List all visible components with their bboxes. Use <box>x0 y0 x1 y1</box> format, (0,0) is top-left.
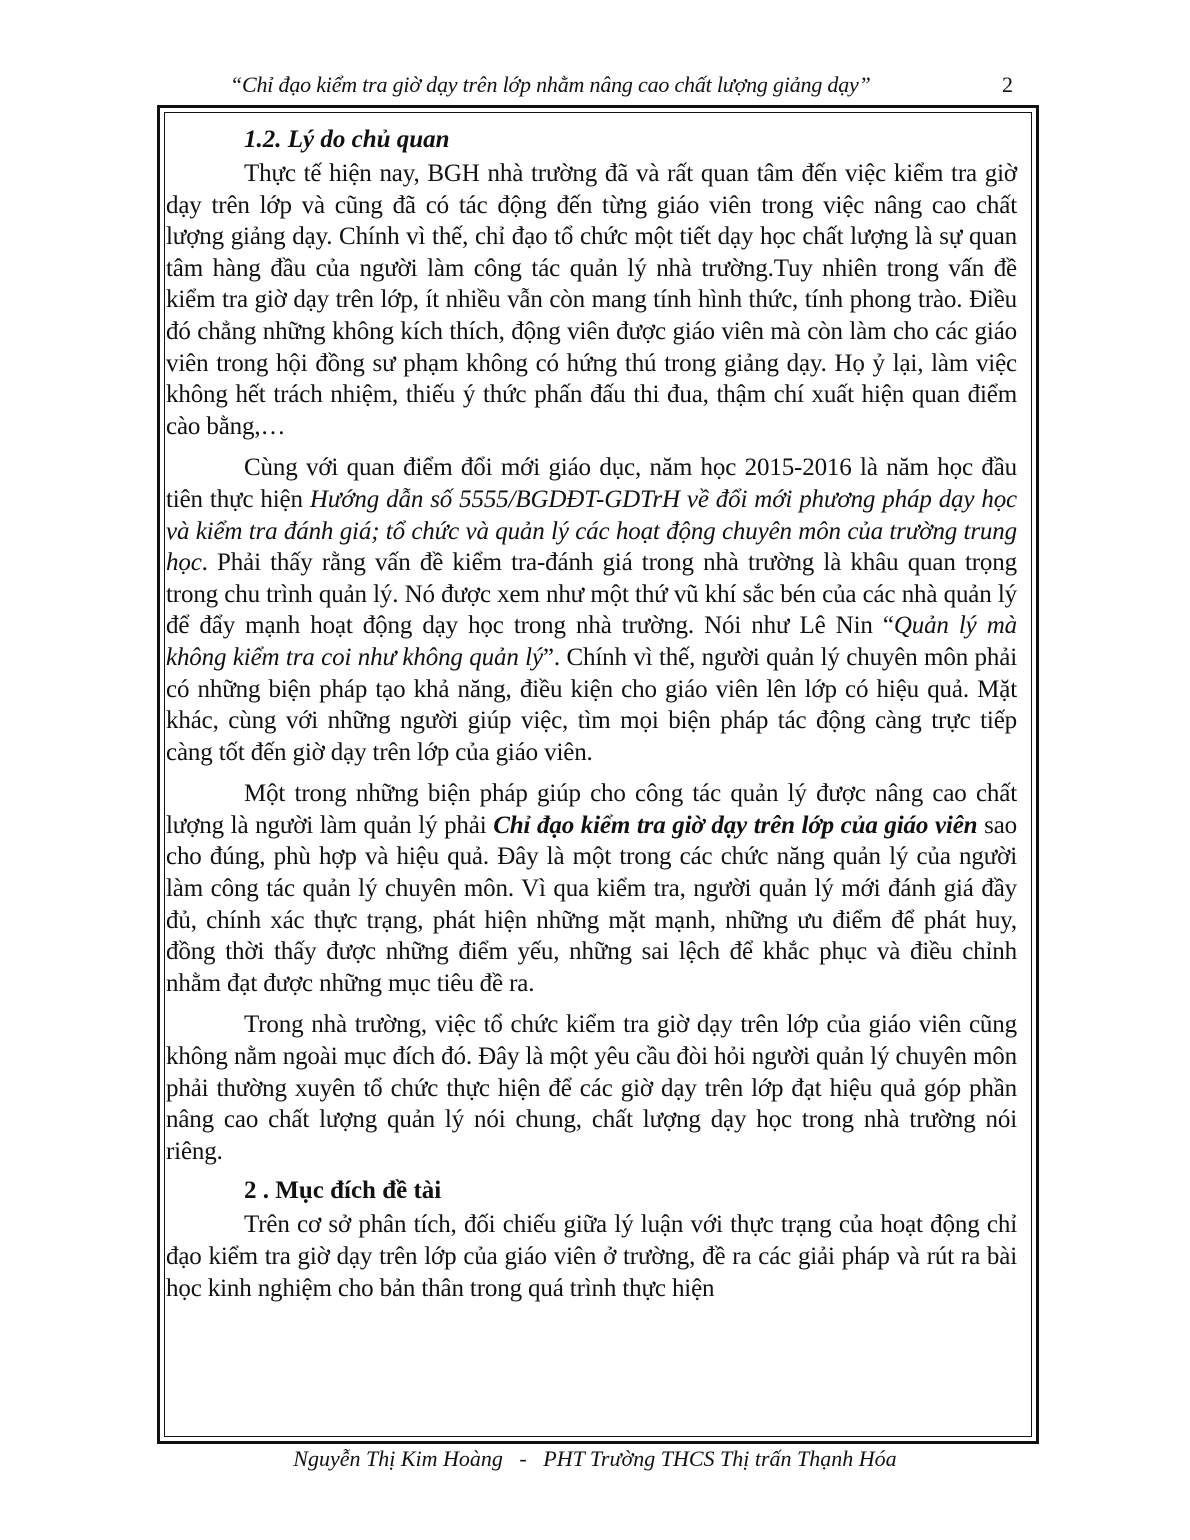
page-footer <box>0 1446 1190 1472</box>
header-title: “Chỉ đạo kiểm tra giờ dạy trên lớp nhằm nâng cao chất lượng giảng dạy” <box>230 72 871 97</box>
paragraph: Trên cơ sở phân tích, đối chiếu giữa lý luận với thực trạng của hoạt động chỉ đạo kiểm tra giờ dạy trên lớp của giáo viên ở trường, đề ra các giải pháp và rút ra bài học kinh nghiệm cho bản thân trong quá trình thực hiện <box>166 1211 1017 1302</box>
paragraph: Thực tế hiện nay, BGH nhà trường đã và rất quan tâm đến việc kiểm tra giờ dạy trên lớp và cũng đã có tác động đến từng giáo viên trong việc nâng cao chất lượng giảng dạy. Chính vì thế, chỉ đạo tổ chức một tiết dạy học chất lượng là sự quan tâm hàng đầu của người làm công tác quản lý nhà trường.Tuy nhiên trong vấn đề kiểm tra giờ dạy trên lớp, ít nhiều vẫn còn mang tính hình thức, tính phong trào. Điều đó chẳng những không kích thích, động viên được giáo viên mà còn làm cho các giáo viên trong hội đồng sư phạm không có hứng thú trong giảng dạy. Họ ỷ lại, làm việc không hết trách nhiệm, thiếu ý thức phấn đấu thi đua, thậm chí xuất hiện quan điểm cào bằng,… <box>166 160 1017 440</box>
section-heading-1-2: 1.2. Lý do chủ quan <box>244 126 450 153</box>
page-number: 2 <box>1002 72 1013 97</box>
text-run: sao cho đúng, phù hợp và hiệu quả. Đây là một trong các chức năng quản lý của người làm công tác quản lý chuyên môn. Vì qua kiểm tra, người quản lý mới đánh giá đầy đủ, chính xác thực trạng, phát hiện những mặt mạnh, những ưu điểm để phát huy, đồng thời thấy được những điểm yếu, những sai lệch để khắc phục và điều chỉnh nhằm đạt được những mục tiêu đề ra. <box>166 811 1017 997</box>
emphasis-text-run: Chỉ đạo kiểm tra giờ dạy trên lớp của giáo viên <box>493 811 978 839</box>
paragraph: Trong nhà trường, việc tổ chức kiểm tra giờ dạy trên lớp của giáo viên cũng không nằm ngoài mục đích đó. Đây là một yêu cầu đòi hỏi người quản lý chuyên môn phải thường xuyên tổ chức thực hiện để các giờ dạy trên lớp đạt hiệu quả góp phần nâng cao chất lượng quản lý nói chung, chất lượng dạy học trong nhà trường nói riêng. <box>166 1011 1017 1165</box>
text-run: Cùng với quan điểm đổi mới giáo dục, năm học 2015-2016 là năm học đầu tiên thực hiện <box>166 454 1017 513</box>
paragraph <box>166 452 1017 768</box>
text-run: Một trong những biện pháp giúp cho công tác quản lý được nâng cao chất lượng là người làm quản lý phải <box>166 780 1017 839</box>
text-run: ”. Chính vì thế, người quản lý chuyên môn phải có những biện pháp tạo khả năng, điều kiện cho giáo viên lên lớp có hiệu quả. Mặt khác, cùng với những người giúp việc, tìm mọi biện pháp tác động càng trực tiếp càng tốt đến giờ dạy trên lớp của giáo viên. <box>166 643 1017 766</box>
paragraph <box>166 778 1017 999</box>
italic-text-run: Hướng dẫn số 5555/BGDĐT-GDTrH về đổi mới phương pháp dạy học và kiểm tra đánh giá; tổ chức và quản lý các hoạt động chuyên môn của trường trung học <box>166 485 1017 577</box>
section-heading-2: 2 . Mục đích đề tài <box>244 1177 442 1205</box>
footer-author: Nguyễn Thị Kim Hoàng <box>293 1446 503 1471</box>
quote-text-run: Quản lý mà không kiểm tra coi như không quản lý <box>166 612 1018 671</box>
page-content <box>166 122 1017 1304</box>
footer-school: PHT Trường THCS Thị trấn Thạnh Hóa <box>543 1446 897 1471</box>
footer-separator: - <box>502 1446 544 1471</box>
page-header <box>0 72 1190 102</box>
text-run: . Phải thấy rằng vấn đề kiểm tra-đánh giá trong nhà trường là khâu quan trọng trong chu trình quản lý. Nó được xem như một thứ vũ khí sắc bén của các nhà quản lý để đẩy mạnh hoạt động dạy học trong nhà trường. Nói như Lê Nin “ <box>166 549 1017 640</box>
